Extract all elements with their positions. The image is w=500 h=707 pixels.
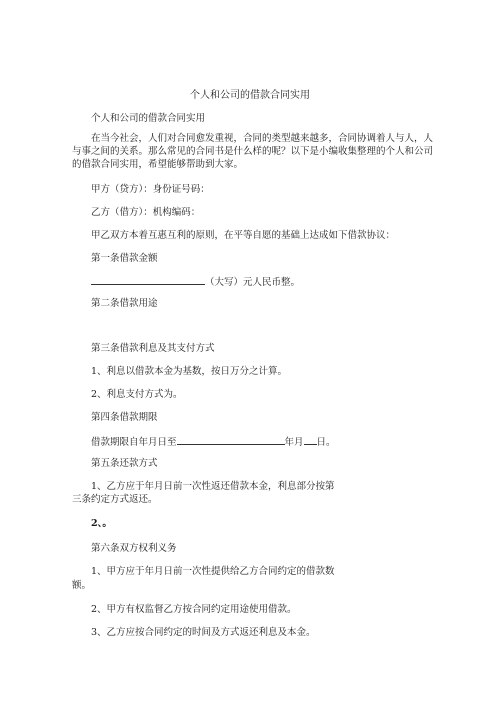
article-6-item-1-line-2: 额。 (72, 580, 92, 591)
party-a-line: 甲方（贷方）：身份证号码： (91, 184, 210, 195)
article-5-item-2: 2、。 (91, 518, 112, 529)
article-1-amount-suffix: （大写）元人民币整。 (205, 277, 301, 288)
article-5-item-1-line-1: 1、乙方应于年月日前一次性返还借款本金，利息部分按第 (91, 481, 335, 492)
article-1-title: 第一条借款金额 (91, 253, 158, 264)
article-5-title: 第五条还款方式 (91, 458, 158, 469)
article-4-period-prefix: 借款期限自年月日至 (91, 437, 177, 448)
article-4-period-suffix: 日。 (316, 437, 336, 448)
intro-paragraph-line-2: 与事之间的关系。那么常见的合同书是什么样的呢？以下是小编收集整理的个人和公司 (72, 146, 434, 157)
article-6-item-2: 2、甲方有权监督乙方按合同约定用途使用借款。 (91, 604, 297, 615)
article-2-title: 第二条借款用途 (91, 298, 158, 309)
article-6-item-3: 3、乙方应按合同约定的时间及方式返还利息及本金。 (91, 627, 316, 638)
amount-blank (91, 275, 205, 285)
intro-paragraph-line-1: 在当今社会，人们对合同愈发重视，合同的类型越来越多，合同协调着人与人，人 (91, 133, 434, 144)
article-3-item-2: 2、利息支付方式为。 (91, 389, 183, 400)
article-4-period-mid: 年月 (284, 437, 304, 448)
article-1-amount-line (91, 275, 300, 289)
article-6-title: 第六条双方权利义务 (91, 543, 177, 554)
party-b-line: 乙方（借方）：机构编码： (91, 207, 201, 218)
document-subtitle: 个人和公司的借款合同实用 (91, 113, 206, 124)
article-4-title: 第四条借款期限 (91, 412, 158, 423)
article-3-title: 第三条借款利息及其支付方式 (91, 343, 215, 354)
article-4-period-line (91, 435, 336, 449)
agreement-intro: 甲乙双方本着互惠互利的原则，在平等自愿的基础上达成如下借款协议： (91, 230, 396, 241)
end-date-blank (177, 435, 285, 445)
article-6-item-1-line-1: 1、甲方应于年月日前一次性提供给乙方合同约定的借款数 (91, 566, 335, 577)
article-5-item-1-line-2: 三条约定方式返还。 (72, 494, 158, 505)
intro-paragraph-line-3: 的借款合同实用，希望能够帮助到大家。 (72, 159, 244, 170)
document-title: 个人和公司的借款合同实用 (190, 90, 310, 101)
day-blank (304, 435, 317, 445)
article-3-item-1: 1、利息以借款本金为基数，按日万分之计算。 (91, 366, 288, 377)
